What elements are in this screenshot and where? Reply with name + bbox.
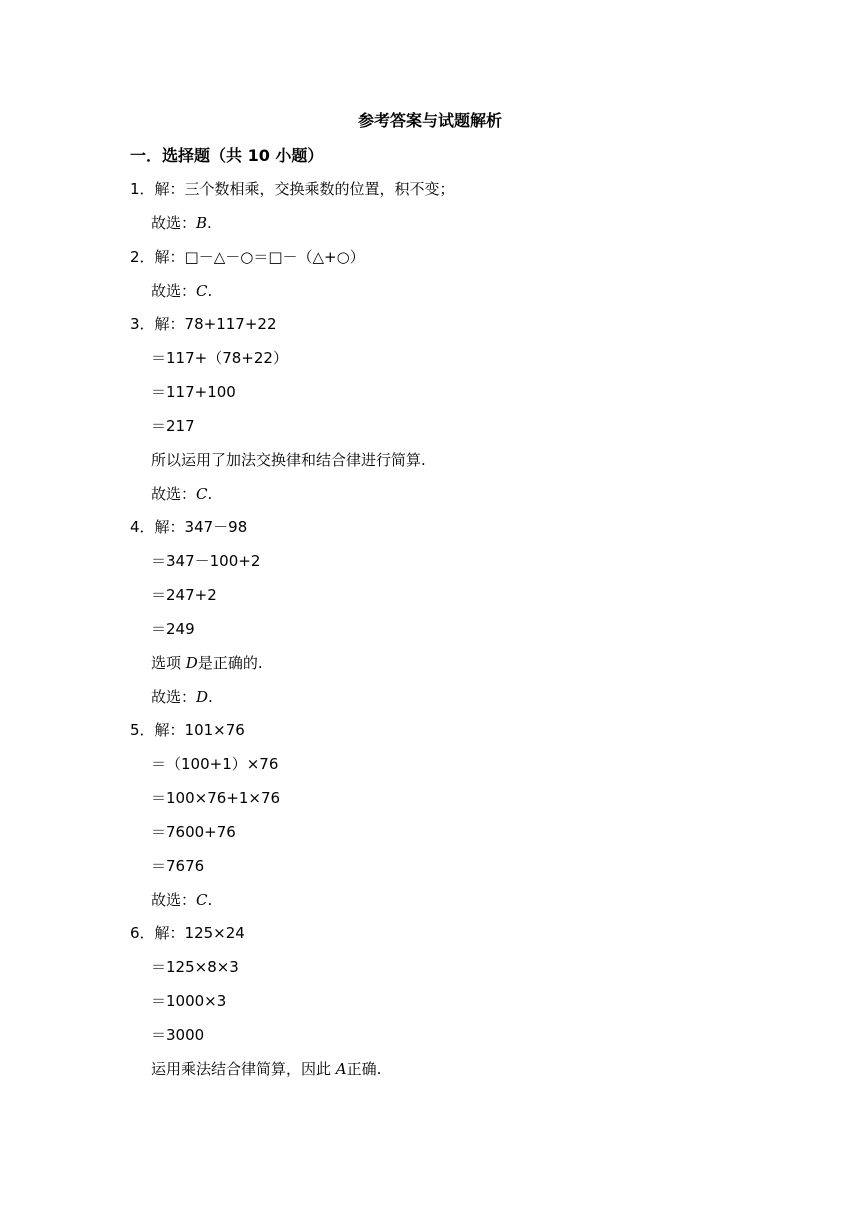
option-letter: A: [335, 1060, 347, 1078]
q3-step: ＝217: [151, 417, 195, 435]
q1-answer: [151, 212, 212, 234]
q6-step: ＝1000×3: [151, 992, 227, 1010]
answer-choice: D: [196, 688, 209, 706]
q1-solution: 1．解：三个数相乘，交换乘数的位置，积不变；: [130, 180, 455, 198]
q5-step: ＝100×76+1×76: [151, 789, 281, 807]
note-prefix: 选项: [151, 654, 186, 672]
q2-answer: [151, 280, 212, 302]
q3-step: ＝117+100: [151, 383, 236, 401]
answer-prefix: 故选：: [151, 214, 197, 232]
q5-answer: [151, 889, 212, 911]
answer-choice: C: [196, 891, 208, 909]
answer-prefix: 故选：: [151, 688, 197, 706]
q3-answer: [151, 483, 212, 505]
q5-step: ＝（100+1）×76: [151, 755, 279, 773]
note-prefix: 运用乘法结合律简算，因此: [151, 1060, 336, 1078]
answer-prefix: 故选：: [151, 891, 197, 909]
q3-note: 所以运用了加法交换律和结合律进行简算.: [151, 451, 426, 469]
answer-prefix: 故选：: [151, 282, 197, 300]
q2-solution: 2．解：□－△－○＝□－（△+○）: [130, 248, 365, 266]
answer-suffix: .: [207, 214, 212, 232]
q4-note: [151, 652, 263, 674]
q3-solution: 3．解：78+117+22: [130, 315, 277, 333]
note-suffix: 正确.: [346, 1060, 382, 1078]
answer-prefix: 故选：: [151, 485, 197, 503]
answer-choice: C: [196, 282, 208, 300]
answer-suffix: .: [207, 891, 213, 909]
q4-answer: [151, 686, 213, 708]
answer-suffix: .: [207, 282, 213, 300]
answer-choice: C: [196, 485, 208, 503]
answer-suffix: .: [208, 688, 213, 706]
q4-step: ＝347－100+2: [151, 552, 261, 570]
q6-note: [151, 1058, 381, 1080]
page-title: 参考答案与试题解析: [357, 111, 502, 130]
q6-step: ＝125×8×3: [151, 958, 239, 976]
section-heading: 一．选择题（共 10 小题）: [130, 146, 324, 165]
q3-step: ＝117+（78+22）: [151, 349, 288, 367]
q5-step: ＝7676: [151, 857, 205, 875]
q6-solution: 6．解：125×24: [130, 924, 245, 942]
answer-choice: B: [196, 214, 208, 232]
q5-step: ＝7600+76: [151, 823, 236, 841]
q4-solution: 4．解：347－98: [130, 518, 248, 536]
option-letter: D: [185, 654, 198, 672]
q4-step: ＝249: [151, 620, 195, 638]
note-suffix: 是正确的.: [197, 654, 263, 672]
q5-solution: 5．解：101×76: [130, 721, 245, 739]
q4-step: ＝247+2: [151, 586, 217, 604]
answer-suffix: .: [207, 485, 213, 503]
q6-step: ＝3000: [151, 1026, 205, 1044]
